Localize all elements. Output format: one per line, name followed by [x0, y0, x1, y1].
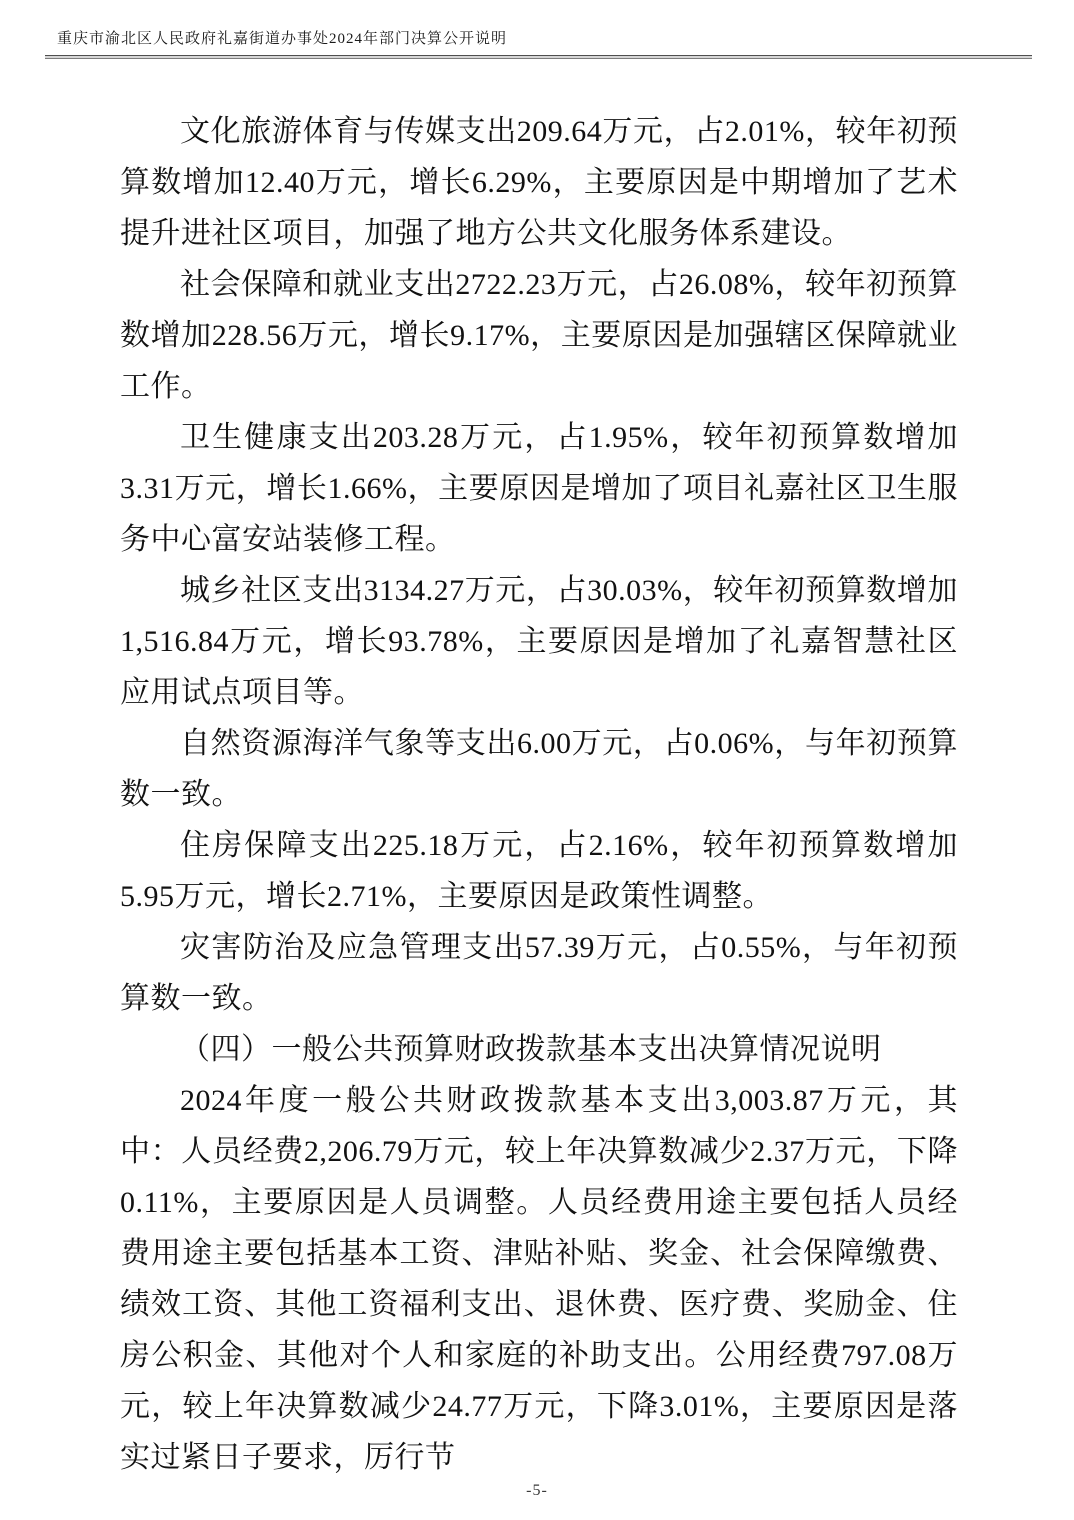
- header-divider-rule: [45, 55, 1032, 59]
- body-paragraph: 住房保障支出225.18万元，占2.16%，较年初预算数增加5.95万元，增长2.71%，主要原因是政策性调整。: [120, 829, 958, 913]
- page-number: -5-: [526, 1482, 548, 1499]
- document-body: [120, 106, 958, 1483]
- body-paragraph: 2024年度一般公共财政拨款基本支出3,003.87万元，其中：人员经费2,206.79万元，较上年决算数减少2.37万元，下降0.11%，主要原因是人员调整。人员经费用途主要包括人员经费用途主要包括基本工资、津贴补贴、奖金、社会保障缴费、绩效工资、其他工资福利支出、退休费、医疗费、奖励金、住房公积金、其他对个人和家庭的补助支出。公用经费797.08万元，较上年决算数减少24.77万元，下降3.01%，主要原因是落实过紧日子要求，厉行节: [120, 1084, 958, 1474]
- body-paragraph: 社会保障和就业支出2722.23万元，占26.08%，较年初预算数增加228.56万元，增长9.17%，主要原因是加强辖区保障就业工作。: [120, 268, 958, 403]
- body-paragraph: 卫生健康支出203.28万元，占1.95%，较年初预算数增加3.31万元，增长1.66%，主要原因是增加了项目礼嘉社区卫生服务中心富安站装修工程。: [120, 421, 958, 556]
- body-paragraph: 文化旅游体育与传媒支出209.64万元，占2.01%，较年初预算数增加12.40万元，增长6.29%，主要原因是中期增加了艺术提升进社区项目，加强了地方公共文化服务体系建设。: [120, 115, 958, 250]
- page-header-title: 重庆市渝北区人民政府礼嘉街道办事处2024年部门决算公开说明: [57, 31, 508, 47]
- section-heading: （四）一般公共预算财政拨款基本支出决算情况说明: [180, 1033, 882, 1066]
- body-paragraph: 自然资源海洋气象等支出6.00万元，占0.06%，与年初预算数一致。: [120, 727, 958, 811]
- body-paragraph: 灾害防治及应急管理支出57.39万元，占0.55%，与年初预算数一致。: [120, 931, 958, 1015]
- body-paragraph: 城乡社区支出3134.27万元，占30.03%，较年初预算数增加1,516.84万元，增长93.78%，主要原因是增加了礼嘉智慧社区应用试点项目等。: [120, 574, 958, 709]
